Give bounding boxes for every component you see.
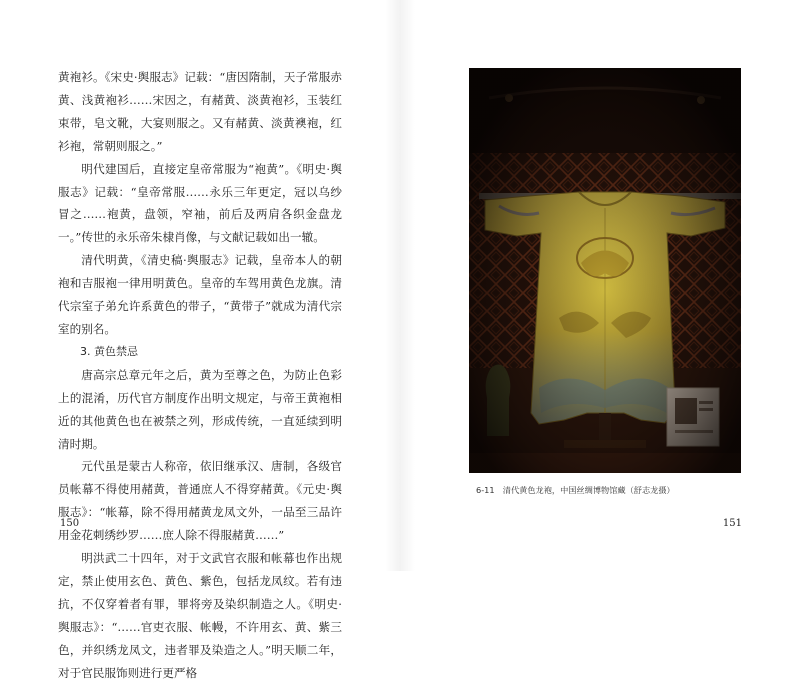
page-number: 150 [60, 518, 80, 529]
body-text [58, 66, 342, 684]
figure-caption: 6-11 清代黄色龙袍，中国丝绸博物馆藏（舒志龙摄） [476, 485, 675, 495]
paragraph: 明洪武二十四年，对于文武官衣服和帐幕也作出规定，禁止使用玄色、黄色、紫色，包括龙凤纹。若有违抗，不仅穿着者有罪，罪将旁及染织制造之人。《明史·舆服志》：“……官吏衣服、帐幔，不许用玄、黄、紫三色，并织绣龙凤文，违者罪及染造之人。”明天顺二年，对于官民服饰则进行更严格 [58, 551, 342, 680]
photo-illustration [469, 68, 741, 473]
paragraph: 黄袍衫。《宋史·舆服志》记载：“唐因隋制，天子常服赤黄、浅黄袍衫……宋因之，有赭黄、淡黄袍衫，玉装红束带，皂文靴，大宴则服之。又有赭黄、淡黄襖袍，红衫袍，常朝则服之。” [58, 70, 342, 153]
paragraph: 唐高宗总章元年之后，黄为至尊之色，为防止色彩上的混淆，历代官方制度作出明文规定，与帝王黄袍相近的其他黄色也在被禁之列，形成传统，一直延续到明清时期。 [58, 367, 342, 451]
section-heading: 3. 黄色禁忌 [80, 344, 138, 358]
page-number: 151 [722, 518, 742, 529]
left-page [0, 0, 400, 680]
right-page [400, 0, 800, 571]
paragraph: 清代明黄，《清史稿·舆服志》记载，皇帝本人的朝袍和吉服袍一律用明黄色。皇帝的车驾用黄色龙旗。清代宗室子弟允许系黄色的带子，“黄带子”就成为清代宗室的别名。 [58, 253, 342, 336]
paragraph: 明代建国后，直接定皇帝常服为“袍黄”。《明史·舆服志》记载：“皇帝常服……永乐三年更定，冠以乌纱冒之……袍黄，盘领，窄袖，前后及两肩各织金盘龙一。”传世的永乐帝朱棣肖像，与文献记载如出一辙。 [58, 161, 342, 245]
paragraph: 元代虽是蒙古人称帝，依旧继承汉、唐制，各级官员帐幕不得使用赭黄，普通庶人不得穿赭黄。《元史·舆服志》：“帐幕，除不得用赭黄龙凤文外，一品至三品许用金花刺绣纱罗……庶人除不得服赭黄……” [58, 459, 342, 543]
dragon-robe-photo [469, 68, 741, 473]
